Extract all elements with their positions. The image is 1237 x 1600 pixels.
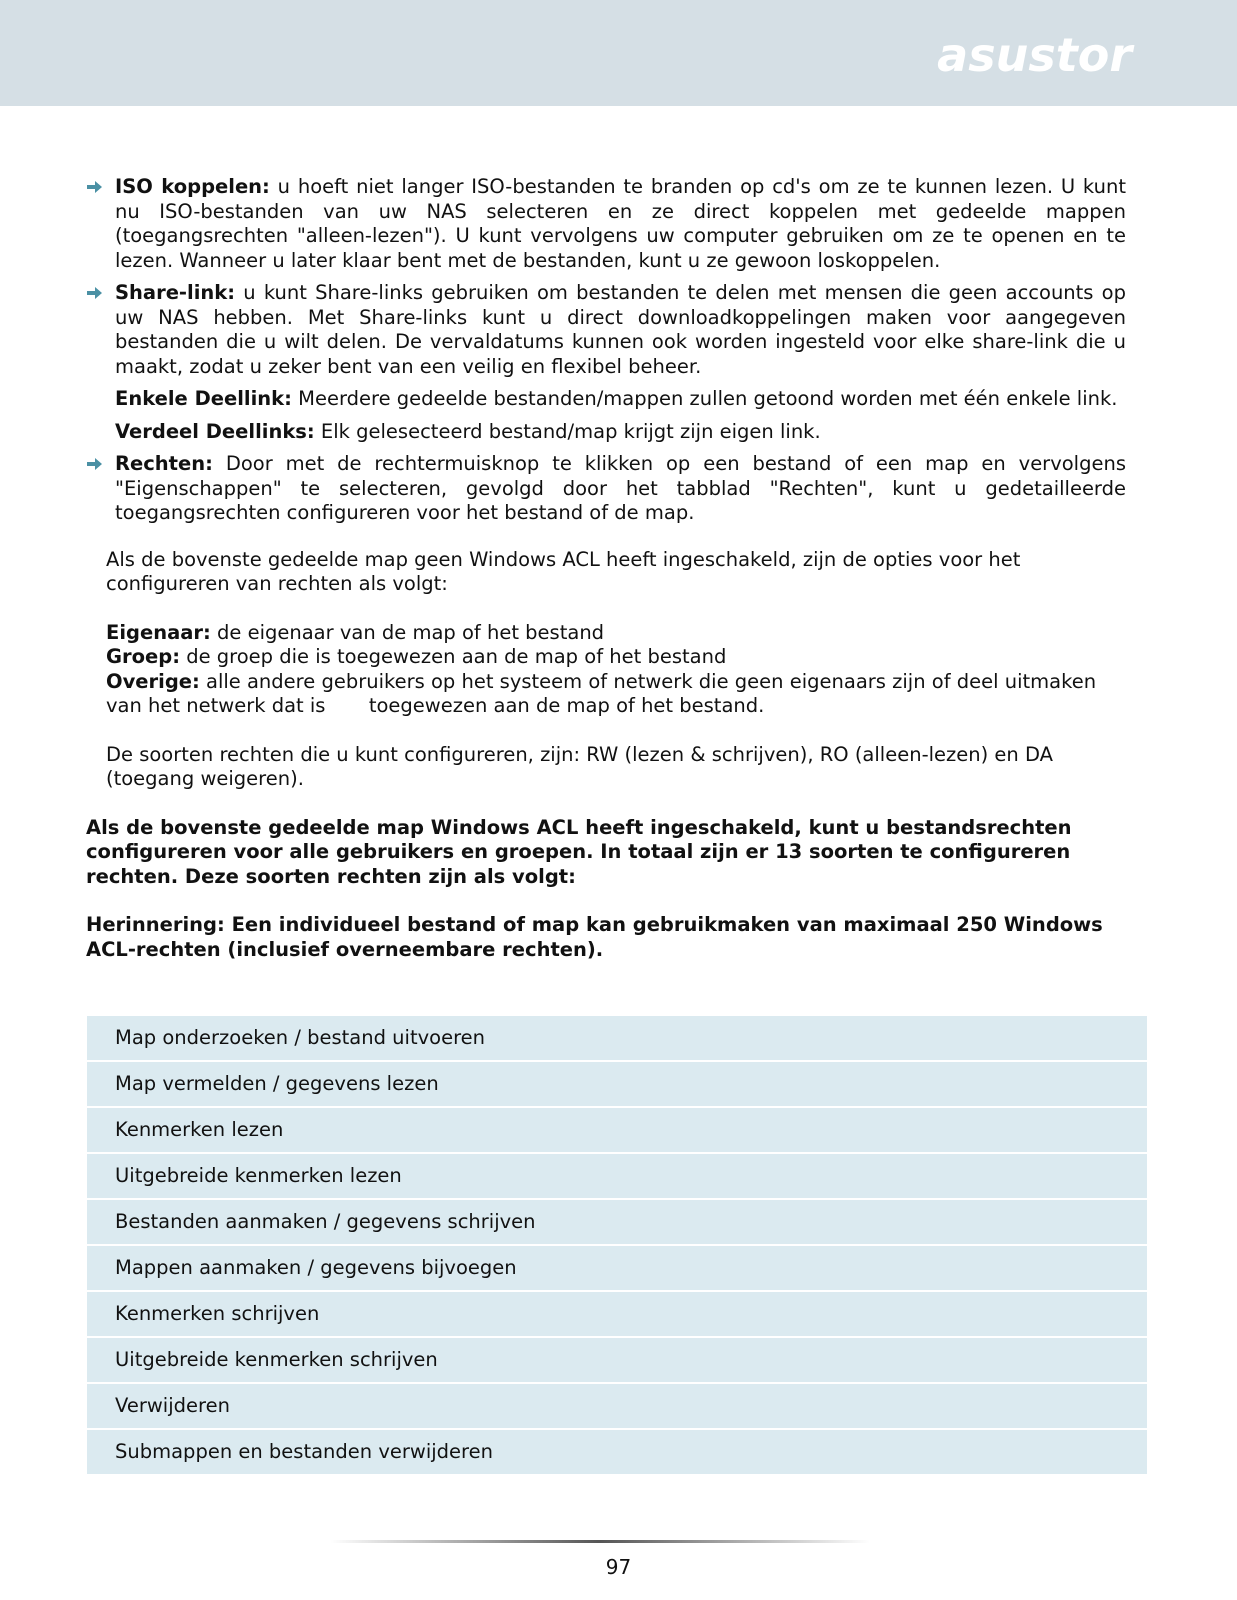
table-row: Bestanden aanmaken / gegevens schrijven	[87, 1200, 1147, 1244]
arrow-icon	[86, 179, 104, 195]
sublink-split	[115, 420, 1126, 445]
table-row: Uitgebreide kenmerken schrijven	[87, 1338, 1147, 1382]
role-group	[106, 645, 1126, 670]
role-other	[106, 670, 1126, 719]
table-row: Mappen aanmaken / gegevens bijvoegen	[87, 1246, 1147, 1290]
acl-intro: Als de bovenste gedeelde map Windows ACL heeft ingeschakeld, kunt u bestandsrechten configureren voor alle gebruikers en groepen. In totaal zijn er 13 soorten te configureren rechten. Deze soorten rechten zijn als volgt:	[86, 815, 1072, 888]
role-label: Eigenaar:	[106, 620, 211, 644]
rights-types: De soorten rechten die u kunt configureren, zijn: RW (lezen & schrijven), RO (alleen-lezen) en DA (toegang weigeren).	[106, 742, 1053, 790]
sublink-single	[115, 387, 1126, 412]
arrow-icon	[86, 456, 104, 472]
reminder: Herinnering: Een individueel bestand of map kan gebruikmaken van maximaal 250 Windows ACL-rechten (inclusief overneembare rechten).	[86, 913, 1103, 961]
sublink-label: Enkele Deellink:	[115, 387, 292, 410]
role-text: alle andere gebruikers op het systeem of netwerk die geen eigenaars zijn of deel uitmaken van het netwerk dat is toegewezen aan de map of het bestand.	[106, 669, 1103, 717]
acl-rights-table	[87, 1016, 1147, 1476]
sublink-label: Verdeel Deellinks:	[115, 419, 315, 443]
asustor-logo: asustor	[937, 28, 1132, 82]
bullet-text: u kunt Share-links gebruiken om bestanden te delen met mensen die geen accounts op uw NAS hebben. Met Share-links kunt u direct downloadkoppelingen maken voor aangegeven bestanden die u wilt delen. De vervaldatums kunnen ook worden ingesteld voor elke share-link die u maakt, zodat u zeker bent van een veilig en flexibel beheer.	[115, 281, 1126, 378]
arrow-icon	[86, 285, 104, 301]
table-row: Kenmerken lezen	[87, 1108, 1147, 1152]
role-text: de eigenaar van de map of het bestand	[210, 620, 605, 644]
bullet-rights	[86, 452, 1126, 526]
bullet-iso	[86, 175, 1126, 273]
role-label: Groep:	[106, 645, 181, 668]
footer-divider	[330, 1540, 870, 1543]
role-label: Overige:	[106, 669, 200, 693]
table-row: Uitgebreide kenmerken lezen	[87, 1154, 1147, 1198]
page-content	[86, 175, 1126, 962]
table-row: Verwijderen	[87, 1384, 1147, 1428]
page-number: 97	[605, 1555, 632, 1579]
role-owner	[106, 621, 1126, 646]
role-text: de groep die is toegewezen aan de map of het bestand	[180, 645, 727, 668]
page-header	[0, 0, 1237, 106]
no-acl-intro: Als de bovenste gedeelde map geen Windows ACL heeft ingeschakeld, zijn de opties voor het configureren van rechten als volgt:	[106, 547, 1021, 595]
bullet-share-link	[86, 281, 1126, 379]
table-row: Map vermelden / gegevens lezen	[87, 1062, 1147, 1106]
sublink-text: Meerdere gedeelde bestanden/mappen zullen getoond worden met één enkele link.	[291, 387, 1118, 410]
sublink-text: Elk gelesecteerd bestand/map krijgt zijn eigen link.	[314, 419, 821, 443]
bullet-text: u hoeft niet langer ISO-bestanden te branden op cd's om ze te kunnen lezen. U kunt nu ISO-bestanden van uw NAS selecteren en ze direct koppelen met gedeelde mappen (toegangsrechten "alleen-lezen"). U kunt vervolgens uw computer gebruiken om ze te openen en te lezen. Wanneer u later klaar bent met de bestanden, kunt u ze gewoon loskoppelen.	[115, 175, 1126, 272]
bullet-label: Share-link:	[115, 281, 236, 304]
table-row: Kenmerken schrijven	[87, 1292, 1147, 1336]
bullet-label: Rechten:	[115, 452, 213, 475]
bullet-text: Door met de rechtermuisknop te klikken op een bestand of een map en vervolgens "Eigenschappen" te selecteren, gevolgd door het tabblad "Rechten", kunt u gedetailleerde toegangsrechten configureren voor het bestand of de map.	[115, 452, 1126, 524]
table-row: Map onderzoeken / bestand uitvoeren	[87, 1016, 1147, 1060]
table-row: Submappen en bestanden verwijderen	[87, 1430, 1147, 1474]
bullet-label: ISO koppelen:	[115, 175, 270, 198]
